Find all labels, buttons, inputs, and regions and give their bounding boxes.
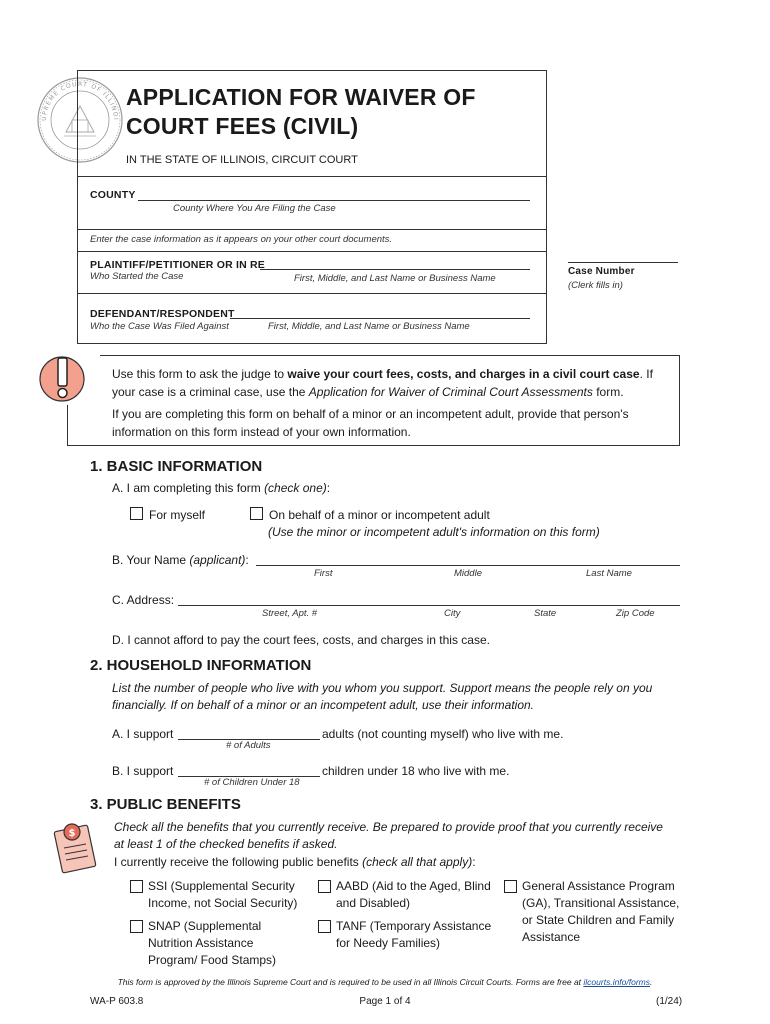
checkbox-on-behalf[interactable] bbox=[250, 507, 263, 520]
question-1a: A. I am completing this form (check one): bbox=[112, 481, 331, 495]
form-date: (1/24) bbox=[656, 996, 683, 1007]
notice-divider bbox=[100, 355, 680, 356]
question-2b: B. I support bbox=[112, 764, 174, 778]
option-on-behalf[interactable]: On behalf of a minor or incompetent adult bbox=[250, 507, 490, 522]
notice-paragraph-1: Use this form to ask the judge to waive your court fees, costs, and charges in a civil court case. If your case is a criminal case, use the Application for Waiver of Criminal Court Assessments form. bbox=[112, 367, 653, 399]
address-field[interactable] bbox=[178, 605, 680, 606]
statement-1d: D. I cannot afford to pay the court fees, costs, and charges in this case. bbox=[112, 633, 490, 647]
benefits-lead: I currently receive the following public benefits (check all that apply): bbox=[114, 855, 476, 869]
notice-left-border bbox=[67, 405, 68, 445]
addr-city-help: City bbox=[444, 608, 461, 619]
page-number: Page 1 of 4 bbox=[359, 996, 411, 1007]
benefit-tanf[interactable]: TANF (Temporary Assistance for Needy Families) bbox=[318, 918, 498, 952]
forms-link[interactable]: ilcourts.info/forms bbox=[583, 977, 651, 987]
county-help: County Where You Are Filing the Case bbox=[173, 203, 336, 214]
name-field[interactable] bbox=[256, 565, 680, 566]
name-last-help: Last Name bbox=[586, 568, 632, 579]
case-number-field[interactable] bbox=[568, 262, 678, 263]
case-number-label: Case Number bbox=[568, 266, 635, 277]
checkbox-for-myself[interactable] bbox=[130, 507, 143, 520]
name-first-help: First bbox=[314, 568, 333, 579]
question-2a-post: adults (not counting myself) who live with me. bbox=[322, 727, 564, 741]
question-1c: C. Address: bbox=[112, 593, 175, 607]
addr-street-help: Street, Apt. # bbox=[262, 608, 318, 619]
section-2-intro: List the number of people who live with you whom you support. Support means the people rely on you financially. If on behalf of a minor or an incompetent adult, use their information. bbox=[112, 681, 653, 712]
footer-note: This form is approved by the Illinois Supreme Court and is required to be used in all Illinois Circuit Courts. Forms are free at ilcourts.info/forms. bbox=[117, 977, 653, 987]
benefit-aabd[interactable]: AABD (Aid to the Aged, Blind and Disabled) bbox=[318, 878, 493, 912]
on-behalf-note: (Use the minor or incompetent adult's information on this form) bbox=[268, 525, 600, 539]
section-1-heading: 1. BASIC INFORMATION bbox=[90, 458, 263, 475]
notice-paragraph-2: If you are completing this form on behalf of a minor or an incompetent adult, provide that person's information on this form instead of your own information. bbox=[112, 407, 629, 439]
defendant-help: Who the Case Was Filed Against bbox=[90, 321, 229, 332]
option-for-myself[interactable]: For myself bbox=[130, 507, 205, 522]
svg-text:$: $ bbox=[68, 828, 76, 839]
plaintiff-name-field[interactable] bbox=[260, 269, 530, 270]
addr-state-help: State bbox=[534, 608, 557, 619]
benefit-general-assistance[interactable]: General Assistance Program (GA), Transitional Assistance, or State Children and Family Assistance bbox=[504, 878, 684, 946]
benefit-ssi[interactable]: SSI (Supplemental Security Income, not Social Security) bbox=[130, 878, 305, 912]
checkbox-general-assistance[interactable] bbox=[504, 880, 517, 893]
case-number-help: (Clerk fills in) bbox=[568, 280, 623, 291]
checkbox-ssi[interactable] bbox=[130, 880, 143, 893]
form-code: WA-P 603.8 bbox=[90, 996, 144, 1007]
question-2b-post: children under 18 who live with me. bbox=[322, 764, 510, 778]
svg-text:SUPREME COURT OF ILLINOIS: UPREME COURT OF ILLINOI bbox=[40, 80, 120, 122]
checkbox-tanf[interactable] bbox=[318, 920, 331, 933]
addr-zip-help: Zip Code bbox=[616, 608, 655, 619]
checkbox-snap[interactable] bbox=[130, 920, 143, 933]
county-field[interactable] bbox=[138, 200, 530, 201]
checkbox-aabd[interactable] bbox=[318, 880, 331, 893]
case-instruction: Enter the case information as it appears on your other court documents. bbox=[90, 234, 393, 245]
county-label: COUNTY bbox=[90, 189, 136, 201]
adults-help: # of Adults bbox=[226, 740, 271, 751]
header-box bbox=[77, 70, 547, 344]
plaintiff-help: Who Started the Case bbox=[90, 271, 184, 282]
plaintiff-label: PLAINTIFF/PETITIONER OR IN RE bbox=[90, 259, 265, 271]
benefit-snap[interactable]: SNAP (Supplemental Nutrition Assistance Program/ Food Stamps) bbox=[130, 918, 290, 969]
notice-text bbox=[112, 365, 672, 445]
defendant-name-help: First, Middle, and Last Name or Business Name bbox=[268, 321, 470, 332]
benefits-document-icon bbox=[50, 820, 100, 874]
form-subtitle: IN THE STATE OF ILLINOIS, CIRCUIT COURT bbox=[126, 154, 358, 166]
section-2-heading: 2. HOUSEHOLD INFORMATION bbox=[90, 657, 312, 674]
question-2a: A. I support bbox=[112, 727, 174, 741]
defendant-label: DEFENDANT/RESPONDENT bbox=[90, 308, 235, 320]
question-1b: B. Your Name (applicant): bbox=[112, 553, 249, 567]
section-3-heading: 3. PUBLIC BENEFITS bbox=[90, 796, 241, 813]
name-middle-help: Middle bbox=[454, 568, 482, 579]
section-3-intro: Check all the benefits that you currently receive. Be prepared to provide proof that you currently receive at least 1 of the checked benefits if asked. bbox=[114, 820, 663, 851]
defendant-name-field[interactable] bbox=[230, 318, 530, 319]
children-help: # of Children Under 18 bbox=[204, 777, 300, 788]
plaintiff-name-help: First, Middle, and Last Name or Business Name bbox=[294, 273, 496, 284]
form-title: APPLICATION FOR WAIVER OF COURT FEES (CIVIL) bbox=[126, 84, 476, 139]
